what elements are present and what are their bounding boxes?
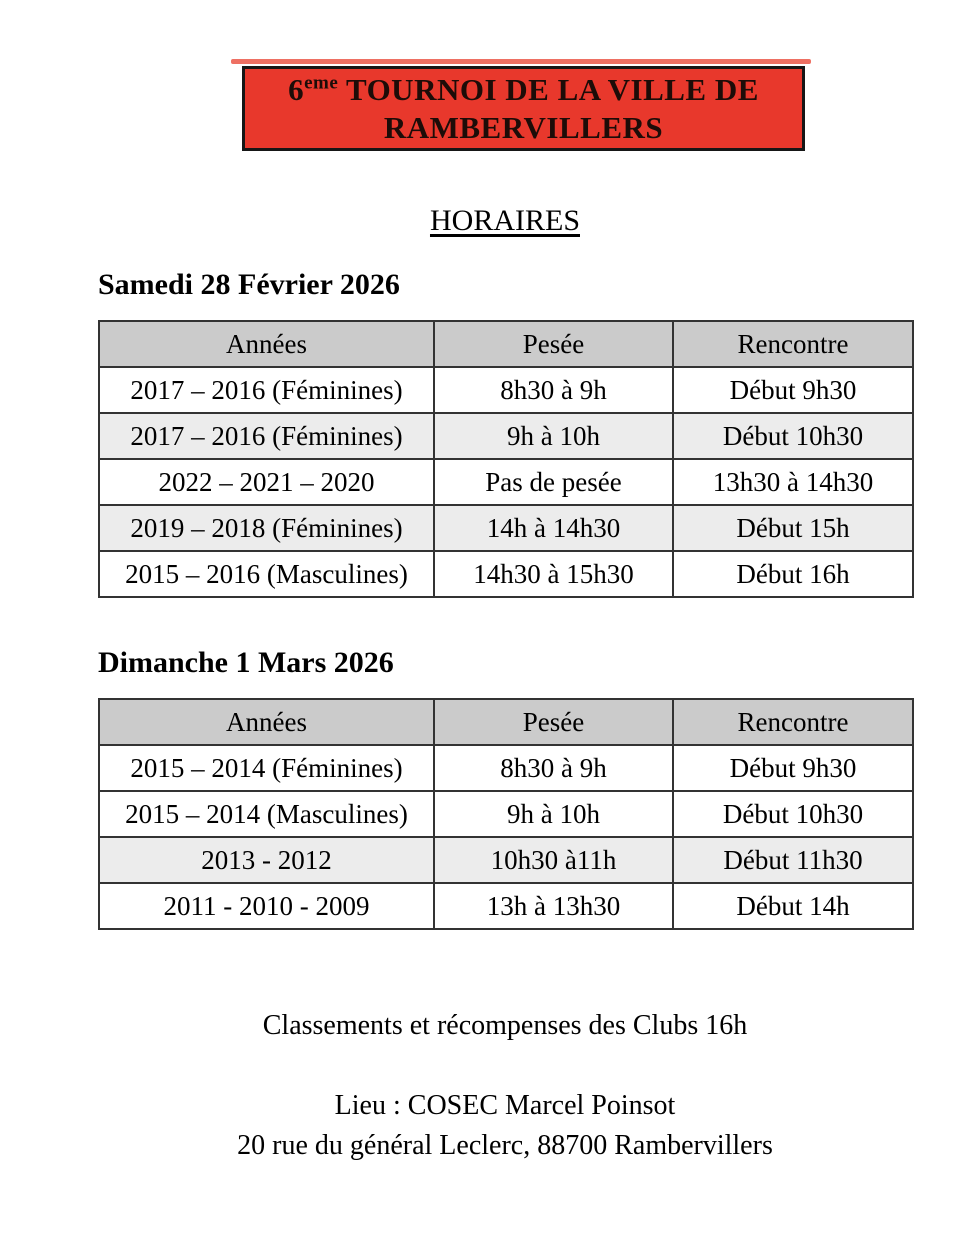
table-cell: 8h30 à 9h [434,367,673,413]
table-cell: Début 9h30 [673,745,913,791]
document-body [98,204,912,1162]
table-cell: Début 10h30 [673,413,913,459]
red-artifact-line [231,59,811,64]
schedule-table [98,698,914,930]
table-header-cell: Rencontre [673,321,913,367]
footer [98,1010,912,1162]
table-header-cell: Années [99,321,434,367]
table-cell: Début 16h [673,551,913,597]
table-cell: 14h30 à 15h30 [434,551,673,597]
venue-line: Lieu : COSEC Marcel Poinsot [334,1090,676,1121]
banner-title-line1 [245,71,802,109]
table-row [99,791,913,837]
banner-title-superscript: eme [304,72,339,94]
table-cell: 2017 – 2016 (Féminines) [99,367,434,413]
table-header-row [99,699,913,745]
table-row [99,745,913,791]
sections [98,268,912,930]
table-row [99,413,913,459]
table-cell: Début 15h [673,505,913,551]
table-cell: 9h à 10h [434,413,673,459]
table-cell: 2013 - 2012 [99,837,434,883]
table-row [99,551,913,597]
table-cell: 10h30 à11h [434,837,673,883]
table-cell: Début 10h30 [673,791,913,837]
table-header-cell: Rencontre [673,699,913,745]
address-line: 20 rue du général Leclerc, 88700 Rambervillers [237,1130,773,1161]
banner-title-number: 6 [288,72,305,107]
table-cell: 2015 – 2014 (Masculines) [99,791,434,837]
date-heading: Samedi 28 Février 2026 [98,268,400,301]
table-cell: 8h30 à 9h [434,745,673,791]
table-row [99,459,913,505]
tournament-banner [242,66,805,151]
table-header-cell: Pesée [434,699,673,745]
banner-title-text: TOURNOI DE LA VILLE DE [338,72,759,107]
table-header-cell: Années [99,699,434,745]
table-header-row [99,321,913,367]
table-cell: 14h à 14h30 [434,505,673,551]
horaires-heading: HORAIRES [429,204,580,237]
table-cell: 2015 – 2014 (Féminines) [99,745,434,791]
date-heading: Dimanche 1 Mars 2026 [98,646,394,679]
classements-note: Classements et récompenses des Clubs 16h [262,1010,748,1041]
table-cell: 2017 – 2016 (Féminines) [99,413,434,459]
table-cell: Début 11h30 [673,837,913,883]
table-header-cell: Pesée [434,321,673,367]
table-row [99,837,913,883]
table-row [99,883,913,929]
table-cell: 2011 - 2010 - 2009 [99,883,434,929]
table-cell: 13h à 13h30 [434,883,673,929]
table-cell: 13h30 à 14h30 [673,459,913,505]
table-cell: 9h à 10h [434,791,673,837]
banner-title-line2: RAMBERVILLERS [383,110,664,145]
table-cell: 2015 – 2016 (Masculines) [99,551,434,597]
table-row [99,367,913,413]
table-cell: 2022 – 2021 – 2020 [99,459,434,505]
schedule-table [98,320,914,598]
table-cell: Pas de pesée [434,459,673,505]
table-row [99,505,913,551]
table-cell: Début 9h30 [673,367,913,413]
table-cell: 2019 – 2018 (Féminines) [99,505,434,551]
table-cell: Début 14h [673,883,913,929]
